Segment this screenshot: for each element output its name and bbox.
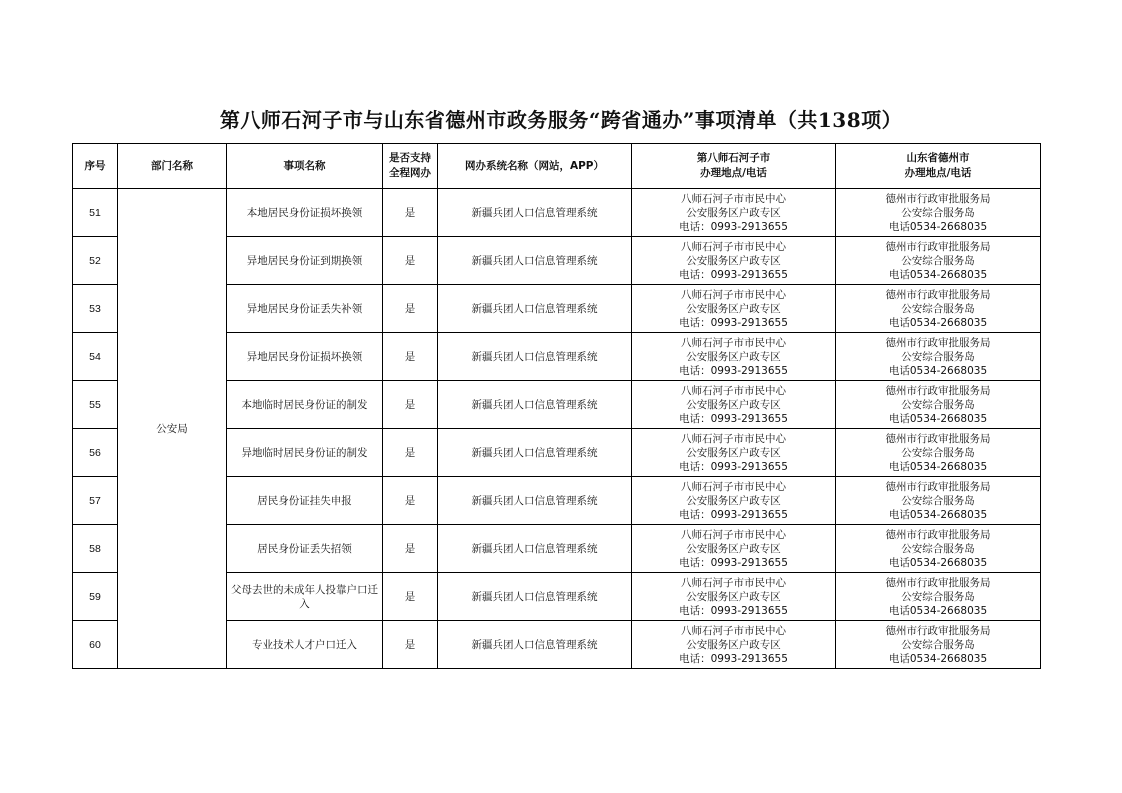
header-dz-location: 山东省德州市 办理地点/电话	[836, 144, 1041, 189]
row-dz-location	[836, 333, 1041, 381]
location-line: 电话0534-2668035	[888, 268, 988, 281]
table-row	[73, 189, 1041, 237]
location-line: 八师石河子市市民中心	[681, 240, 786, 253]
row-shz-location	[632, 621, 836, 669]
row-seq: 51	[73, 189, 118, 237]
location-line: 电话0534-2668035	[888, 220, 988, 233]
row-shz-location	[632, 525, 836, 573]
location-line: 德州市行政审批服务局	[885, 624, 991, 637]
row-system-name: 新疆兵团人口信息管理系统	[438, 381, 632, 429]
row-shz-location	[632, 381, 836, 429]
row-dz-location	[836, 525, 1041, 573]
row-system-name: 新疆兵团人口信息管理系统	[438, 429, 632, 477]
location-line: 八师石河子市市民中心	[681, 288, 786, 301]
row-system-name: 新疆兵团人口信息管理系统	[438, 237, 632, 285]
table-body	[73, 189, 1041, 669]
location-line: 八师石河子市市民中心	[681, 528, 786, 541]
location-line: 电话0534-2668035	[888, 316, 988, 329]
row-item-name: 异地居民身份证到期换领	[227, 237, 383, 285]
location-line: 德州市行政审批服务局	[885, 288, 991, 301]
location-line: 电话0534-2668035	[888, 364, 988, 377]
row-seq: 55	[73, 381, 118, 429]
row-item-name: 异地临时居民身份证的制发	[227, 429, 383, 477]
row-shz-location	[632, 333, 836, 381]
header-dept: 部门名称	[118, 144, 227, 189]
location-line: 八师石河子市市民中心	[681, 192, 786, 205]
row-system-name: 新疆兵团人口信息管理系统	[438, 333, 632, 381]
location-line: 公安服务区户政专区	[686, 446, 781, 459]
row-seq: 60	[73, 621, 118, 669]
location-line: 公安综合服务岛	[901, 542, 975, 555]
location-line: 八师石河子市市民中心	[681, 480, 786, 493]
location-line: 德州市行政审批服务局	[885, 336, 991, 349]
row-online-support: 是	[383, 285, 438, 333]
location-line: 公安服务区户政专区	[686, 590, 781, 603]
location-line: 公安服务区户政专区	[686, 254, 781, 267]
row-dz-location	[836, 237, 1041, 285]
location-line: 电话：0993-2913655	[679, 652, 788, 665]
row-online-support: 是	[383, 477, 438, 525]
location-line: 电话：0993-2913655	[679, 316, 788, 329]
row-item-name: 本地临时居民身份证的制发	[227, 381, 383, 429]
location-line: 电话：0993-2913655	[679, 460, 788, 473]
location-line: 电话：0993-2913655	[679, 268, 788, 281]
row-online-support: 是	[383, 381, 438, 429]
row-shz-location	[632, 429, 836, 477]
row-item-name: 专业技术人才户口迁入	[227, 621, 383, 669]
row-system-name: 新疆兵团人口信息管理系统	[438, 525, 632, 573]
location-line: 公安综合服务岛	[901, 494, 975, 507]
location-line: 公安服务区户政专区	[686, 638, 781, 651]
row-item-name: 本地居民身份证损坏换领	[227, 189, 383, 237]
row-shz-location	[632, 573, 836, 621]
location-line: 八师石河子市市民中心	[681, 432, 786, 445]
location-line: 电话：0993-2913655	[679, 508, 788, 521]
location-line: 公安综合服务岛	[901, 590, 975, 603]
row-shz-location	[632, 189, 836, 237]
location-line: 电话0534-2668035	[888, 508, 988, 521]
row-dz-location	[836, 573, 1041, 621]
row-seq: 57	[73, 477, 118, 525]
location-line: 公安综合服务岛	[901, 398, 975, 411]
location-line: 八师石河子市市民中心	[681, 336, 786, 349]
row-shz-location	[632, 285, 836, 333]
row-seq: 58	[73, 525, 118, 573]
location-line: 公安综合服务岛	[901, 350, 975, 363]
row-dz-location	[836, 477, 1041, 525]
location-line: 八师石河子市市民中心	[681, 384, 786, 397]
row-seq: 53	[73, 285, 118, 333]
row-shz-location	[632, 237, 836, 285]
header-seq: 序号	[73, 144, 118, 189]
row-item-name: 异地居民身份证损坏换领	[227, 333, 383, 381]
row-dz-location	[836, 285, 1041, 333]
location-line: 德州市行政审批服务局	[885, 480, 991, 493]
row-item-name: 居民身份证挂失申报	[227, 477, 383, 525]
row-dz-location	[836, 381, 1041, 429]
location-line: 公安综合服务岛	[901, 446, 975, 459]
header-item: 事项名称	[227, 144, 383, 189]
location-line: 公安综合服务岛	[901, 638, 975, 651]
row-online-support: 是	[383, 525, 438, 573]
header-online: 是否支持 全程网办	[383, 144, 438, 189]
row-online-support: 是	[383, 237, 438, 285]
row-seq: 59	[73, 573, 118, 621]
row-online-support: 是	[383, 621, 438, 669]
location-line: 公安服务区户政专区	[686, 542, 781, 555]
location-line: 电话：0993-2913655	[679, 412, 788, 425]
row-online-support: 是	[383, 429, 438, 477]
row-dz-location	[836, 189, 1041, 237]
row-item-name: 异地居民身份证丢失补领	[227, 285, 383, 333]
location-line: 德州市行政审批服务局	[885, 192, 991, 205]
row-online-support: 是	[383, 189, 438, 237]
row-online-support: 是	[383, 333, 438, 381]
location-line: 电话0534-2668035	[888, 604, 988, 617]
row-shz-location	[632, 477, 836, 525]
location-line: 公安服务区户政专区	[686, 398, 781, 411]
department-cell: 公安局	[118, 189, 227, 669]
location-line: 电话：0993-2913655	[679, 556, 788, 569]
location-line: 公安综合服务岛	[901, 206, 975, 219]
location-line: 德州市行政审批服务局	[885, 432, 991, 445]
location-line: 电话0534-2668035	[888, 652, 988, 665]
location-line: 公安服务区户政专区	[686, 302, 781, 315]
row-system-name: 新疆兵团人口信息管理系统	[438, 621, 632, 669]
location-line: 电话：0993-2913655	[679, 604, 788, 617]
row-item-name: 居民身份证丢失招领	[227, 525, 383, 573]
location-line: 电话0534-2668035	[888, 556, 988, 569]
row-seq: 54	[73, 333, 118, 381]
header-system: 网办系统名称（网站，APP）	[438, 144, 632, 189]
location-line: 八师石河子市市民中心	[681, 624, 786, 637]
document-title: 第八师石河子市与山东省德州市政务服务“跨省通办”事项清单（共138项）	[219, 108, 903, 132]
row-dz-location	[836, 429, 1041, 477]
row-dz-location	[836, 621, 1041, 669]
location-line: 公安服务区户政专区	[686, 494, 781, 507]
location-line: 德州市行政审批服务局	[885, 576, 991, 589]
location-line: 电话：0993-2913655	[679, 364, 788, 377]
row-seq: 56	[73, 429, 118, 477]
location-line: 八师石河子市市民中心	[681, 576, 786, 589]
header-shz-location: 第八师石河子市 办理地点/电话	[632, 144, 836, 189]
location-line: 德州市行政审批服务局	[885, 384, 991, 397]
location-line: 公安综合服务岛	[901, 254, 975, 267]
location-line: 德州市行政审批服务局	[885, 240, 991, 253]
location-line: 电话0534-2668035	[888, 412, 988, 425]
row-system-name: 新疆兵团人口信息管理系统	[438, 573, 632, 621]
matters-table	[72, 143, 1041, 669]
location-line: 公安服务区户政专区	[686, 206, 781, 219]
location-line: 德州市行政审批服务局	[885, 528, 991, 541]
location-line: 公安服务区户政专区	[686, 350, 781, 363]
row-system-name: 新疆兵团人口信息管理系统	[438, 477, 632, 525]
row-seq: 52	[73, 237, 118, 285]
row-system-name: 新疆兵团人口信息管理系统	[438, 285, 632, 333]
row-online-support: 是	[383, 573, 438, 621]
row-system-name: 新疆兵团人口信息管理系统	[438, 189, 632, 237]
location-line: 公安综合服务岛	[901, 302, 975, 315]
location-line: 电话0534-2668035	[888, 460, 988, 473]
header-row	[73, 144, 1041, 189]
location-line: 电话：0993-2913655	[679, 220, 788, 233]
row-item-name: 父母去世的未成年人投靠户口迁入	[227, 573, 383, 621]
